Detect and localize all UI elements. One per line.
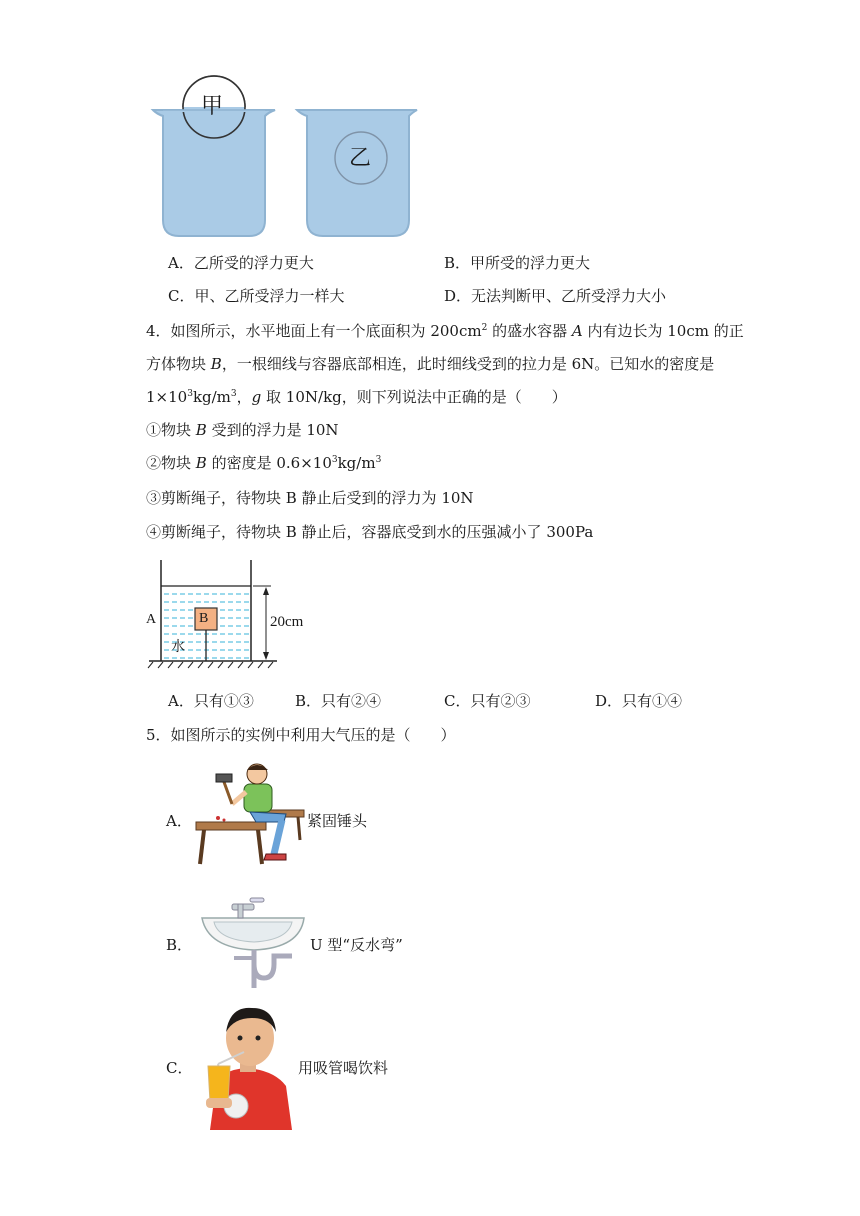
label-yi: 乙 (349, 146, 372, 171)
q3-option-d[interactable]: D．无法判断甲、乙所受浮力大小 (444, 287, 667, 305)
q5-option-a-caption: 紧固锤头 (307, 812, 368, 830)
sink-u-trap-illustration (198, 896, 308, 990)
q4-statement-4: ④剪断绳子，待物块 B 静止后，容器底受到水的压强减小了 300Pa (146, 523, 594, 541)
q4-option-d[interactable]: D．只有①④ (595, 692, 683, 710)
boy-drinking-illustration (200, 1004, 294, 1132)
q4-option-c[interactable]: C．只有②③ (444, 692, 531, 710)
q4-stem-line1: 4．如图所示，水平地面上有一个底面积为 $200cm^2$ 的盛水容器 A 内有边长为 10cm 的正 (146, 322, 744, 340)
beakers-figure (145, 70, 420, 242)
q5-option-b-caption: U 型“反水弯” (310, 936, 403, 954)
label-container-a: A (146, 612, 157, 627)
beaker-yi (297, 110, 417, 236)
q3-option-c[interactable]: C．甲、乙所受浮力一样大 (168, 287, 345, 305)
label-block-b: B (199, 611, 209, 626)
label-jia: 甲 (201, 94, 224, 119)
q4-stem-line3: $1\times 10^3kg/m^3$，g 取 10N/kg，则下列说法中正确的是（ ） (146, 388, 567, 406)
q5-option-c-caption: 用吸管喝饮料 (298, 1059, 389, 1077)
q4-option-a[interactable]: A．只有①③ (168, 692, 254, 710)
q5-option-c-letter[interactable]: C． (166, 1059, 193, 1077)
q5-option-b-letter[interactable]: B． (166, 936, 193, 954)
label-height: 20cm (270, 614, 304, 630)
hammer-man-illustration (194, 760, 306, 870)
q4-statement-2: ②物块 B 的密度是 $0.6\times 10^3kg/m^3$ (146, 454, 382, 472)
label-water: 水 (171, 639, 185, 655)
q3-option-a[interactable]: A．乙所受的浮力更大 (168, 254, 314, 272)
q4-statement-3: ③剪断绳子，待物块 B 静止后受到的浮力为 10N (146, 489, 474, 507)
q4-stem-line2: 方体物块 B，一根细线与容器底部相连，此时细线受到的拉力是 6N。已知水的密度是 (146, 355, 715, 373)
q3-option-b[interactable]: B．甲所受的浮力更大 (444, 254, 591, 272)
q4-statement-1: ①物块 B 受到的浮力是 10N (146, 421, 339, 439)
q4-option-b[interactable]: B．只有②④ (295, 692, 382, 710)
q5-stem: 5．如图所示的实例中利用大气压的是（ ） (146, 726, 456, 744)
q5-option-a-letter[interactable]: A． (166, 812, 192, 830)
